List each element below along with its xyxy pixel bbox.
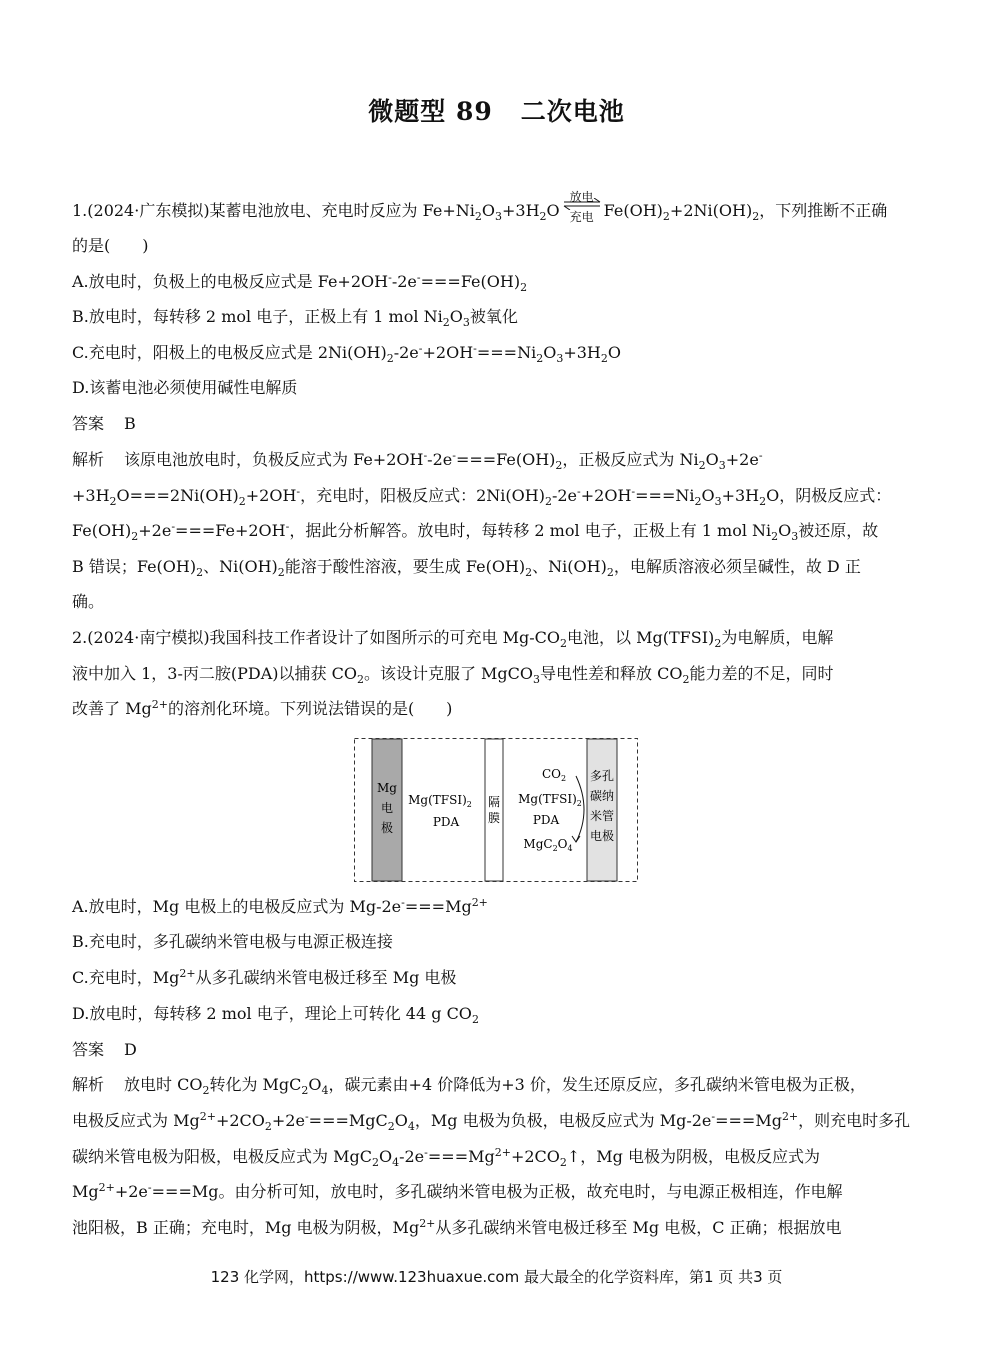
title-prefix: 微题型 89 [368, 97, 493, 126]
cnt-electrode-label-2: 碳纳 [589, 789, 615, 803]
q2-stem-line3: 改善了 $Mg^{2+}$的溶剂化环境。下列说法错误的是( ) [72, 698, 453, 718]
conversion-arrow-head [572, 836, 580, 842]
mg-electrode-label-3: 极 [380, 821, 394, 835]
conversion-arrow [576, 776, 584, 842]
co2-label: $CO_2$ [541, 767, 567, 783]
q2-option-d: D.放电时，每转移 2 mol 电子，理论上可转化 44 g $CO_2$ [72, 1004, 479, 1026]
title-main: 二次电池 [520, 97, 625, 126]
q2-stem-line1: 2.(2024·南宁模拟)我国科技工作者设计了如图所示的可充电 $Mg-CO_2$电池，以 $Mg(TFSI)_2$为电解质，电解 [72, 628, 834, 650]
q1-stem-line1: 1.(2024·广东模拟)某蓄电池放电、充电时反应为 $Fe+Ni_2O_3+3H_2O$ 放电 充电 $Fe(OH)_2+2Ni(OH)_2$，下列推断不正确 [72, 190, 888, 224]
q2-option-b: B.充电时，多孔碳纳米管电极与电源正极连接 [72, 932, 393, 951]
q1-option-a: A.放电时，负极上的电极反应式是 $Fe+2OH^--2e^-===Fe(OH)_2$ [72, 271, 528, 294]
q2-option-c: C.充电时，$Mg^{2+}$从多孔碳纳米管电极迁移至 Mg 电极 [72, 967, 457, 987]
battery-diagram [354, 738, 638, 882]
q2-answer: 答案 D [72, 1040, 137, 1059]
q1-analysis-line4: B 错误；$Fe(OH)_2$、$Ni(OH)_2$能溶于酸性溶液，要生成 $Fe(OH)_2$、$Ni(OH)_2$，电解质溶液必须呈碱性，故 D 正 [72, 557, 861, 579]
q1-analysis-line3: $Fe(OH)_2+2e^-===Fe+2OH^-$，据此分析解答。放电时，每转移 2 mol 电子，正极上有 1 mol $Ni_2O_3$被还原，故 [72, 520, 879, 543]
separator-label-2: 膜 [487, 811, 501, 825]
q1-analysis-line1: 解析 该原电池放电时，负极反应式为 $Fe+2OH^--2e^-===Fe(OH)_2$，正极反应式为 $Ni_2O_3+2e^-$ [72, 449, 763, 472]
cnt-electrode-label-3: 米管 [589, 809, 615, 823]
q1-option-d: D.该蓄电池必须使用碱性电解质 [72, 378, 298, 397]
q2-option-a: A.放电时，Mg 电极上的电极反应式为 $Mg-2e^-===Mg^{2+}$ [72, 896, 488, 916]
q2-analysis-line5: 池阳极，B 正确；充电时，Mg 电极为阴极，$Mg^{2+}$从多孔碳纳米管电极迁移至 Mg 电极，C 正确；根据放电 [72, 1217, 842, 1237]
q2-analysis-line4: $Mg^{2+}+2e^-===Mg$。由分析可知，放电时，多孔碳纳米管电极为正极，故充电时，与电源正极相连，作电解 [72, 1181, 843, 1201]
mg-electrode-label-1: Mg [377, 781, 397, 795]
right-electrolyte-1: $Mg(TFSI)_2$ [518, 792, 582, 808]
mgc2o4-label: $MgC_2O_4$ [523, 837, 573, 853]
q2-analysis-line2: 电极反应式为 $Mg^{2+}+2CO_2+2e^-===MgC_2O_4$，Mg 电极为负极，电极反应式为 $Mg-2e^-===Mg^{2+}$，则充电时多孔 [72, 1110, 911, 1133]
q1-answer: 答案 B [72, 414, 136, 433]
right-electrolyte-2: PDA [532, 813, 560, 827]
q1-analysis-line2: $+3H_2O===2Ni(OH)_2+2OH^-$，充电时，阳极反应式：$2Ni(OH)_2-2e^-+2OH^-===Ni_2O_3+3H_2O$，阴极反应式： [72, 485, 892, 508]
q2-analysis-line3: 碳纳米管电极为阳极，电极反应式为 $MgC_2O_4-2e^-===Mg^{2+}+2CO_2↑$，Mg 电极为阴极，电极反应式为 [72, 1146, 821, 1169]
cnt-electrode-label-1: 多孔 [589, 769, 615, 783]
page-title [0, 92, 993, 128]
q1-analysis-line5: 确。 [72, 592, 105, 611]
q1-stem-line2: 的是( ) [72, 236, 149, 255]
q2-analysis-line1: 解析 放电时 $CO_2$转化为 $MgC_2O_4$，碳元素由+4 价降低为+3 价，发生还原反应，多孔碳纳米管电极为正极， [72, 1075, 866, 1097]
left-electrolyte-1: $Mg(TFSI)_2$ [408, 793, 472, 809]
q2-stem-line2: 液中加入 1，3-丙二胺(PDA)以捕获 $CO_2$。该设计克服了 MgCO$_3$导电性差和释放 $CO_2$能力差的不足，同时 [72, 664, 834, 686]
q1-option-c: C.充电时，阳极上的电极反应式是 $2Ni(OH)_2-2e^-+2OH^-===Ni_2O_3+3H_2O$ [72, 342, 621, 365]
page-footer: 123 化学网，https://www.123huaxue.com 最大最全的化学资料库，第1 页 共3 页 [210, 1268, 783, 1286]
q1-option-b: B.放电时，每转移 2 mol 电子，正极上有 1 mol $Ni_2O_3$被氧化 [72, 307, 518, 329]
separator [485, 739, 503, 881]
reversible-arrow-icon: 放电 充电 [562, 200, 602, 222]
cnt-electrode-label-4: 电极 [589, 829, 615, 843]
separator-label-1: 隔 [487, 795, 501, 809]
mg-electrode-label-2: 电 [380, 801, 394, 815]
left-electrolyte-2: PDA [432, 815, 460, 829]
